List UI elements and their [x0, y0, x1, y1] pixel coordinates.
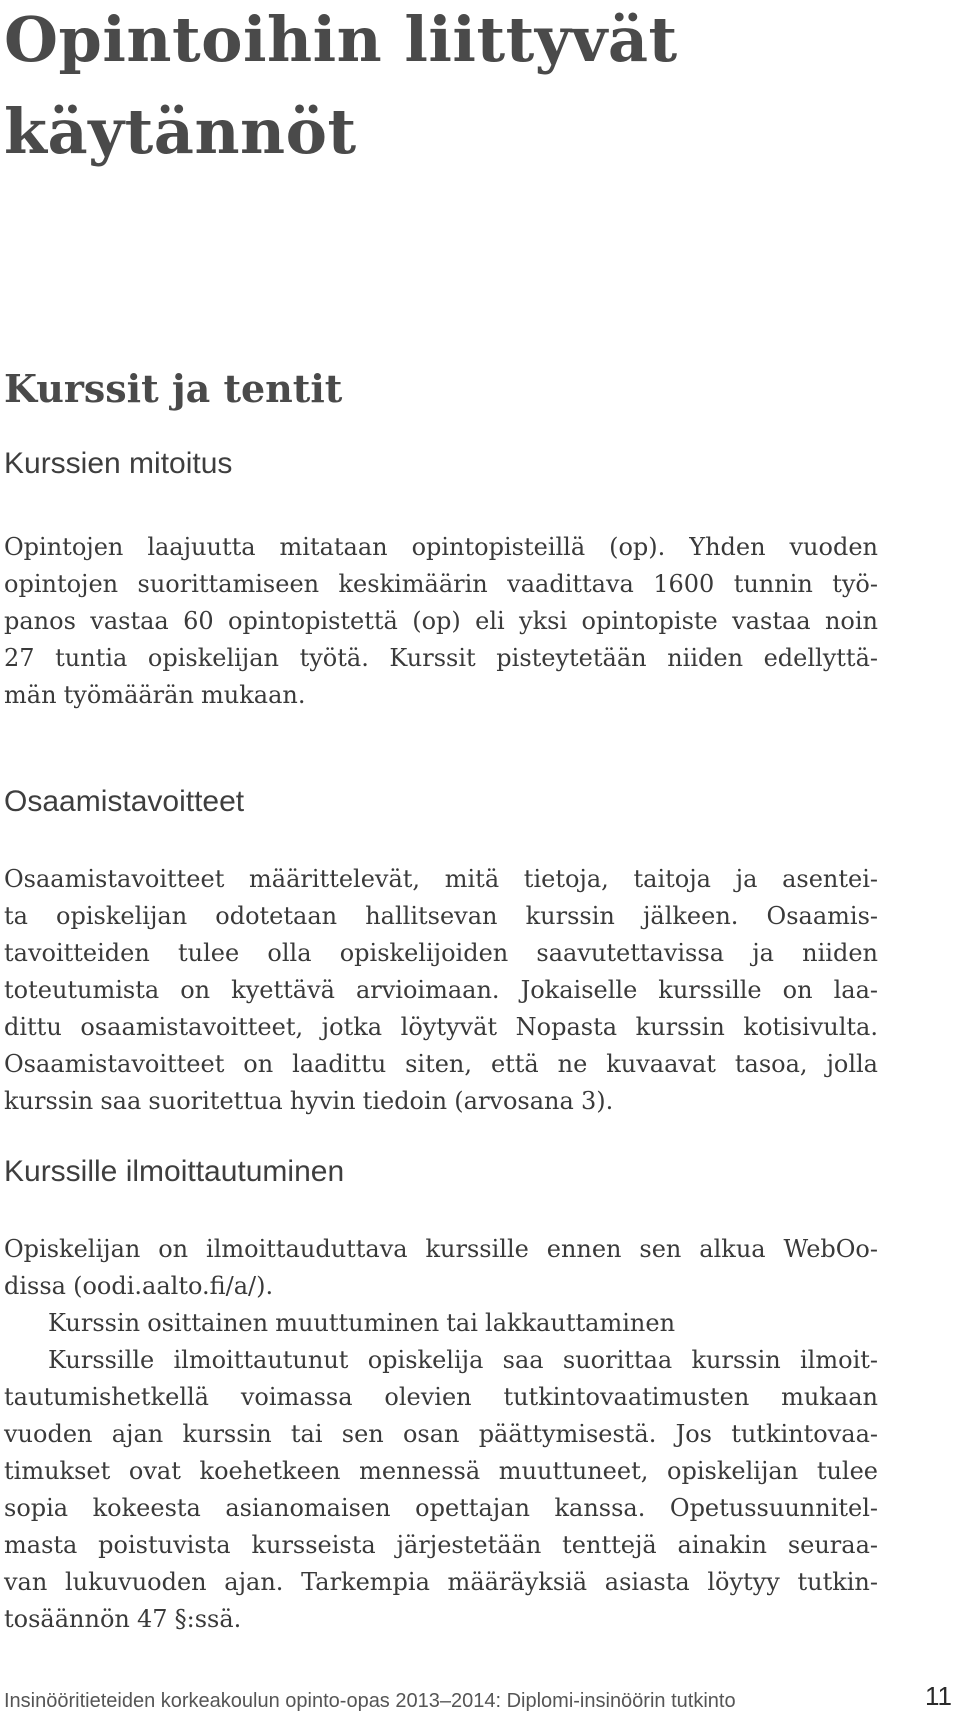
text-line: ta opiskelijan odotetaan hallitsevan kurssin jälkeen. Osaamis-: [4, 902, 878, 930]
ilmoittautuminen-heading: Kurssille ilmoittautuminen: [4, 1155, 345, 1188]
text-line: tosäännön 47 §:ssä.: [4, 1605, 242, 1633]
text-line: dissa (oodi.aalto.fi/a/).: [4, 1272, 274, 1300]
text-line: tavoitteiden tulee olla opiskelijoiden saavutettavissa ja niiden: [4, 939, 878, 967]
page-title: [4, 0, 904, 178]
text-line: Opiskelijan on ilmoittauduttava kurssille ennen sen alkua WebOo-: [4, 1235, 878, 1263]
text-line: Osaamistavoitteet on laadittu siten, että ne kuvaavat tasoa, jolla: [4, 1050, 878, 1078]
text-line: 27 tuntia opiskelijan työtä. Kurssit pisteytetään niiden edellyttä-: [4, 644, 878, 672]
section-heading: Kurssit ja tentit: [4, 366, 343, 411]
mitoitus-heading: Kurssien mitoitus: [4, 447, 233, 480]
osaamistavoitteet-paragraph: [4, 861, 878, 1120]
text-line: sopia kokeesta asianomaisen opettajan kanssa. Opetussuunnitel-: [4, 1494, 878, 1522]
page-number: 11: [925, 1681, 952, 1711]
text-line: Opintojen laajuutta mitataan opintopisteillä (op). Yhden vuoden: [4, 533, 878, 561]
text-line: timukset ovat koehetkeen mennessä muuttuneet, opiskelijan tulee: [4, 1457, 878, 1485]
text-line: män työmäärän mukaan.: [4, 681, 306, 709]
text-line: panos vastaa 60 opintopistettä (op) eli yksi opintopiste vastaa noin: [4, 607, 878, 635]
text-line: kurssin saa suoritettua hyvin tiedoin (arvosana 3).: [4, 1087, 614, 1115]
text-line: vuoden ajan kurssin tai sen osan päättymisestä. Jos tutkintovaa-: [4, 1420, 878, 1448]
mitoitus-paragraph: [4, 529, 878, 714]
text-line: opintojen suorittamiseen keskimäärin vaadittava 1600 tunnin työ-: [4, 570, 878, 598]
text-line: van lukuvuoden ajan. Tarkempia määräyksiä asiasta löytyy tutkin-: [4, 1568, 878, 1596]
text-line: masta poistuvista kursseista järjestetään tenttejä ainakin seuraa-: [4, 1531, 878, 1559]
text-line: Kurssille ilmoittautunut opiskelija saa suorittaa kurssin ilmoit-: [48, 1346, 878, 1374]
osaamistavoitteet-heading: Osaamistavoitteet: [4, 785, 245, 818]
text-line: tautumishetkellä voimassa olevien tutkintovaatimusten mukaan: [4, 1383, 878, 1411]
page-title-line: käytännöt: [4, 95, 357, 168]
page-footer: Insinööritieteiden korkeakoulun opinto-opas 2013–2014: Diplomi-insinöörin tutkinto: [4, 1690, 736, 1712]
text-line: dittu osaamistavoitteet, jotka löytyvät Nopasta kurssin kotisivulta.: [4, 1013, 878, 1041]
text-line: toteutumista on kyettävä arvioimaan. Jokaiselle kurssille on laa-: [4, 976, 878, 1004]
text-line: Kurssin osittainen muuttuminen tai lakkauttaminen: [48, 1309, 676, 1337]
text-line: Osaamistavoitteet määrittelevät, mitä tietoja, taitoja ja asentei-: [4, 865, 878, 893]
page-title-line: Opintoihin liittyvät: [4, 3, 678, 76]
ilmoittautuminen-paragraph: [4, 1231, 878, 1638]
